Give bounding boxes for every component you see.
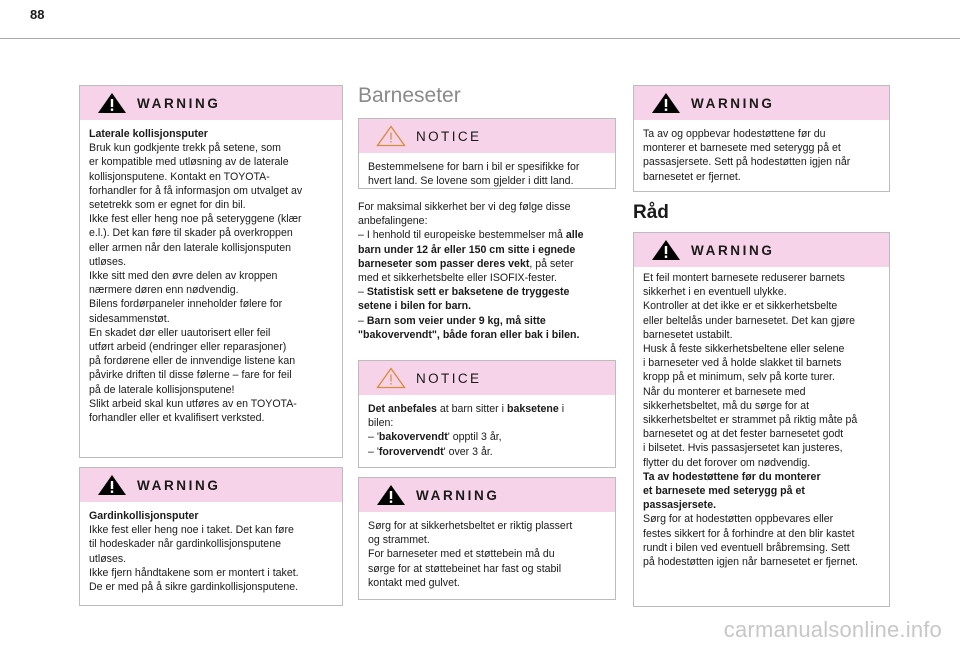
text-line: sikkerhetsbeltet, må du sørge for at <box>643 399 810 412</box>
list-item: – Barn som veier under 9 kg, må sitte <box>358 314 546 327</box>
notice-box-country-rules <box>358 118 616 189</box>
warning-title: Laterale kollisjonsputer <box>89 128 208 140</box>
text-line: flytter du det forover om nødvendig. <box>643 456 811 469</box>
list-item: – 'bakovervendt' opptil 3 år, <box>368 431 502 444</box>
text-line: er kompatible med utløsning av de laterale <box>89 156 289 169</box>
warning-box-advice <box>633 232 890 607</box>
text-line: utløses. <box>89 552 127 565</box>
text-line: sikkerhetsbeltet er strammet på riktig måte på <box>643 414 858 427</box>
warning-header <box>80 468 342 502</box>
text-line: og strammet. <box>368 534 430 547</box>
text-line: Bilens fordørpaneler inneholder følere for <box>89 298 283 311</box>
text-line: Kontroller at det ikke er et sikkerhetsbelte <box>643 300 838 313</box>
text-line: påvirke driften til disse følerne – fare for feil <box>89 369 292 382</box>
notice-triangle-icon <box>376 125 406 147</box>
text-line: sidesammenstøt. <box>89 312 170 325</box>
list-item-cont: "bakovervendt", både foran eller bak i bilen. <box>358 328 580 341</box>
text-line: Ikke sitt med den øvre delen av kroppen <box>89 270 278 283</box>
text-line: Ikke fest eller heng noe på seteryggene (klær <box>89 213 302 226</box>
list-item-cont: setene i bilen for barn. <box>358 300 472 313</box>
bold-line: Ta av hodestøttene før du monterer <box>643 470 821 483</box>
text-line: barnesetet er fjernet. <box>643 170 741 183</box>
notice-box-rear-seats <box>358 360 616 468</box>
notice-body <box>359 153 615 194</box>
warning-header <box>80 86 342 120</box>
warning-box-seatbelt <box>358 477 616 600</box>
list-item-cont: med et sikkerhetsbelte eller ISOFIX-fester. <box>358 272 558 285</box>
text-line: Slikt arbeid skal kun utføres av en TOYOTA- <box>89 397 297 410</box>
list-item: – 'forovervendt' over 3 år. <box>368 445 493 458</box>
text-line: kontakt med gulvet. <box>368 576 460 589</box>
text-line: passasjersete. Sett på hodestøtten igjen når <box>643 156 851 169</box>
text-line: e.l.). Det kan føre til skader på overkroppen <box>89 227 293 240</box>
text-line: til hodeskader når gardinkollisjonsputene <box>89 538 281 551</box>
warning-label: WARNING <box>691 242 775 258</box>
notice-header <box>359 361 615 395</box>
notice-label: NOTICE <box>416 128 482 144</box>
text-line: utført arbeid (endringer eller reparasjoner) <box>89 341 287 354</box>
text-line: De er med på å sikre gardinkollisjonsputene. <box>89 581 299 594</box>
text-line: eller armen når den laterale kollisjonsputen <box>89 241 291 254</box>
text-line: Ta av og oppbevar hodestøttene før du <box>643 128 826 140</box>
text-line: Bestemmelsene for barn i bil er spesifikke for <box>368 161 580 173</box>
bold-line: et barnesete med seterygg på et <box>643 485 805 498</box>
text-line: i bilsetet. Hvis passasjersetet kan justeres, <box>643 442 843 455</box>
section-heading-rad: Råd <box>633 202 669 223</box>
text-line: forhandler for å få informasjon om utvalget av <box>89 184 303 197</box>
text-line: setetrekk som er egnet for din bil. <box>89 199 246 212</box>
warning-box-curtain-airbags <box>79 467 343 606</box>
list-item: – I henhold til europeiske bestemmelser må alle <box>358 229 584 242</box>
header-rule <box>0 38 960 39</box>
list-item: – Statistisk sett er baksetene de tryggeste <box>358 286 570 299</box>
text-line: Et feil montert barnesete reduserer barnets <box>643 272 845 284</box>
text-line: monterer et barnesete med seterygg på et <box>643 142 841 155</box>
warning-header <box>359 478 615 512</box>
text-line: på fordørene eller de innvendige listene kan <box>89 355 296 368</box>
notice-label: NOTICE <box>416 370 482 386</box>
text-line: sikkerhet i en eventuell ulykke. <box>643 286 787 299</box>
warning-triangle-icon <box>651 92 681 114</box>
warning-label: WARNING <box>137 95 221 111</box>
warning-triangle-icon <box>376 484 406 506</box>
warning-title: Gardinkollisjonsputer <box>89 510 199 522</box>
warning-body <box>634 267 889 575</box>
warning-header <box>634 86 889 120</box>
text-line: utløses. <box>89 255 127 268</box>
warning-label: WARNING <box>137 477 221 493</box>
text-line: forhandler eller et kvalifisert verksted. <box>89 412 265 425</box>
text-line: Ikke fest eller heng noe i taket. Det kan føre <box>89 524 294 537</box>
text-line: nærmere døren enn nødvendig. <box>89 284 239 297</box>
text-line: anbefalingene: <box>358 215 428 228</box>
text-line: barnesetet ustabilt. <box>643 328 733 341</box>
text-line: eller beltelås under barnesetet. Det kan gjøre <box>643 314 855 327</box>
text-line: hvert land. Se lovene som gjelder i ditt land. <box>368 175 574 188</box>
warning-body <box>359 512 615 596</box>
text-line: For maksimal sikkerhet ber vi deg følge disse <box>358 201 571 213</box>
recommendations-text <box>358 200 620 342</box>
text-line: barnesetet og at det fester barnesetet godt <box>643 428 844 441</box>
text-line: For barneseter med et støttebein må du <box>368 548 555 561</box>
section-heading-barneseter: Barneseter <box>358 84 461 107</box>
warning-triangle-icon <box>97 92 127 114</box>
page-number: 88 <box>30 7 45 22</box>
warning-body <box>80 502 342 600</box>
bold-line: passasjersete. <box>643 499 717 512</box>
text-line: kropp på et minimum, selv på korte turer. <box>643 371 835 384</box>
notice-triangle-icon <box>376 367 406 389</box>
warning-box-side-airbags <box>79 85 343 458</box>
text-line: Sørg for at sikkerhetsbeltet er riktig plassert <box>368 520 573 532</box>
list-item-cont: barn under 12 år eller 150 cm sitte i egnede <box>358 243 576 256</box>
text-line: Ikke fjern håndtakene som er montert i taket. <box>89 566 299 579</box>
text-line: på de laterale kollisjonsputene! <box>89 383 235 396</box>
text-line: Bruk kun godkjente trekk på setene, som <box>89 142 281 155</box>
warning-header <box>634 233 889 267</box>
text-line: i barneseter ved å holde slakket til barnets <box>643 357 842 370</box>
text-line: sørge for at støttebeinet har fast og stabil <box>368 562 562 575</box>
text-line: bilen: <box>368 417 394 430</box>
warning-box-headrests <box>633 85 890 192</box>
warning-triangle-icon <box>651 239 681 261</box>
text-line: Når du monterer et barnesete med <box>643 385 806 398</box>
warning-label: WARNING <box>416 487 500 503</box>
text-line: En skadet dør eller uautorisert eller feil <box>89 326 271 339</box>
warning-label: WARNING <box>691 95 775 111</box>
text-line: kollisjonsputene. Kontakt en TOYOTA- <box>89 170 270 183</box>
text-line: Det anbefales at barn sitter i baksetene i <box>368 403 565 415</box>
list-item-cont: barneseter som passer deres vekt, på seter <box>358 257 574 270</box>
warning-body <box>80 120 342 431</box>
warning-body <box>634 120 889 190</box>
text-line: Sørg for at hodestøtten oppbevares eller <box>643 513 834 526</box>
notice-header <box>359 119 615 153</box>
notice-body <box>359 395 615 465</box>
warning-triangle-icon <box>97 474 127 496</box>
watermark: carmanualsonline.info <box>723 617 942 642</box>
text-line: rundt i bilen ved eventuell bråbremsing. Sett <box>643 541 850 554</box>
text-line: på hodestøtten igjen når barnesetet er fjernet. <box>643 556 858 569</box>
text-line: Husk å feste sikkerhetsbeltene eller selene <box>643 343 845 356</box>
text-line: festes sikkert for å forhindre at den blir kastet <box>643 527 855 540</box>
